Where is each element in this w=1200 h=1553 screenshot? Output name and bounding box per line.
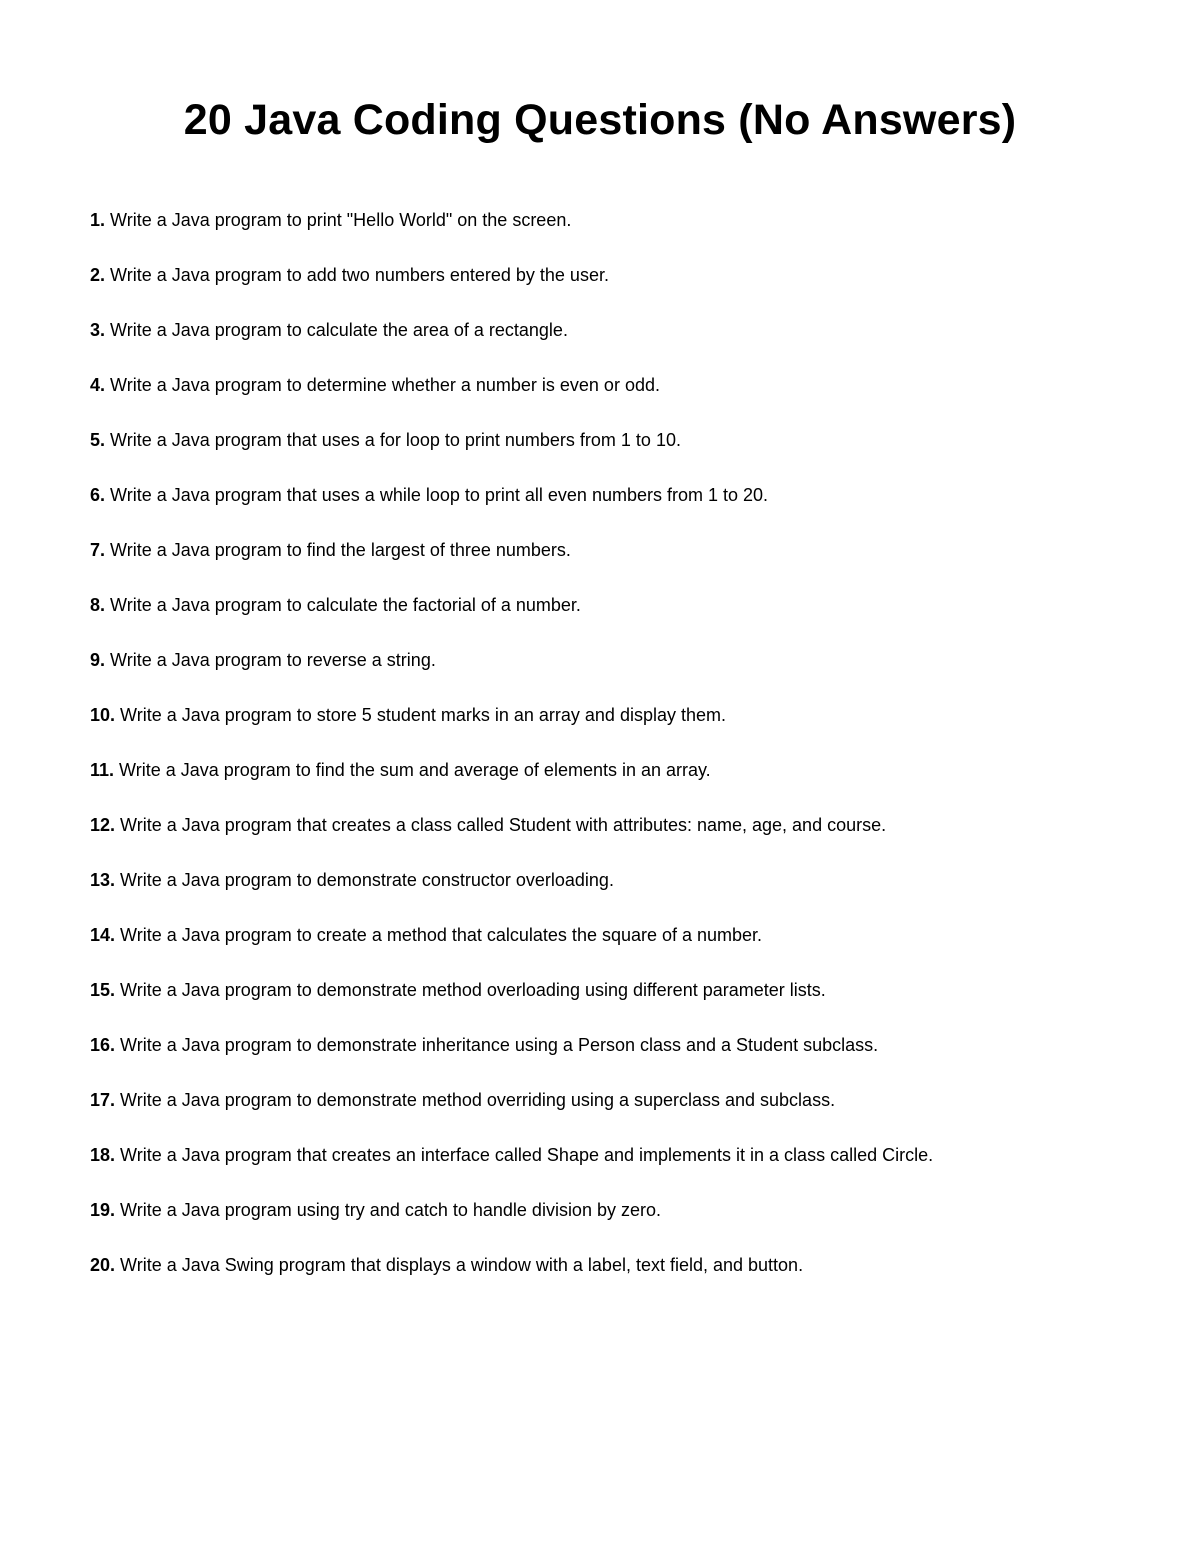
question-item <box>90 811 1150 866</box>
question-item <box>90 866 1150 921</box>
question-number: 14. <box>90 925 116 945</box>
question-item <box>90 1141 1150 1196</box>
question-item <box>90 261 1150 316</box>
question-text: Write a Java program to calculate the factorial of a number. <box>110 595 581 615</box>
question-item <box>90 316 1150 371</box>
question-text: Write a Java program to print "Hello World" on the screen. <box>110 210 572 230</box>
question-number: 11. <box>90 760 115 780</box>
question-number: 9. <box>90 650 106 670</box>
question-item <box>90 701 1150 756</box>
question-number: 4. <box>90 375 106 395</box>
question-item <box>90 646 1150 701</box>
question-item <box>90 1086 1150 1141</box>
question-item <box>90 536 1150 591</box>
question-text: Write a Java program to determine whether a number is even or odd. <box>110 375 660 395</box>
question-item <box>90 756 1150 811</box>
question-number: 15. <box>90 980 116 1000</box>
question-text: Write a Java program to add two numbers entered by the user. <box>110 265 609 285</box>
question-number: 12. <box>90 815 116 835</box>
question-item <box>90 371 1150 426</box>
question-text: Write a Java program to demonstrate method overloading using different parameter lists. <box>120 980 826 1000</box>
question-text: Write a Java program to calculate the area of a rectangle. <box>110 320 568 340</box>
question-item <box>90 206 1150 261</box>
question-number: 3. <box>90 320 106 340</box>
question-text: Write a Java program to create a method that calculates the square of a number. <box>120 925 763 945</box>
question-text: Write a Java program to find the largest of three numbers. <box>110 540 571 560</box>
question-item <box>90 1196 1150 1251</box>
question-item <box>90 426 1150 481</box>
question-number: 7. <box>90 540 106 560</box>
question-number: 6. <box>90 485 106 505</box>
question-text: Write a Java program that creates a class called Student with attributes: name, age, and course. <box>120 815 887 835</box>
document-title: 20 Java Coding Questions (No Answers) <box>183 96 1017 144</box>
question-text: Write a Java program to find the sum and average of elements in an array. <box>119 760 711 780</box>
question-text: Write a Java program that uses a for loop to print numbers from 1 to 10. <box>110 430 681 450</box>
question-text: Write a Java program to demonstrate method overriding using a superclass and subclass. <box>120 1090 836 1110</box>
question-text: Write a Java Swing program that displays a window with a label, text field, and button. <box>120 1255 804 1275</box>
question-number: 8. <box>90 595 106 615</box>
question-text: Write a Java program to store 5 student marks in an array and display them. <box>120 705 726 725</box>
question-text: Write a Java program using try and catch to handle division by zero. <box>120 1200 661 1220</box>
question-number: 18. <box>90 1145 116 1165</box>
question-item <box>90 1251 1150 1306</box>
question-number: 2. <box>90 265 106 285</box>
question-number: 16. <box>90 1035 116 1055</box>
question-text: Write a Java program to reverse a string. <box>110 650 436 670</box>
question-number: 17. <box>90 1090 116 1110</box>
question-text: Write a Java program that uses a while loop to print all even numbers from 1 to 20. <box>110 485 769 505</box>
question-number: 20. <box>90 1255 116 1275</box>
question-item <box>90 591 1150 646</box>
question-number: 1. <box>90 210 106 230</box>
question-number: 10. <box>90 705 116 725</box>
question-item <box>90 1031 1150 1086</box>
question-text: Write a Java program to demonstrate constructor overloading. <box>120 870 614 890</box>
question-item <box>90 976 1150 1031</box>
question-item <box>90 921 1150 976</box>
question-list <box>90 206 1150 1306</box>
question-number: 19. <box>90 1200 116 1220</box>
question-text: Write a Java program that creates an interface called Shape and implements it in a class called Circle. <box>120 1145 934 1165</box>
question-number: 13. <box>90 870 116 890</box>
question-item <box>90 481 1150 536</box>
question-text: Write a Java program to demonstrate inheritance using a Person class and a Student subclass. <box>120 1035 879 1055</box>
question-number: 5. <box>90 430 106 450</box>
